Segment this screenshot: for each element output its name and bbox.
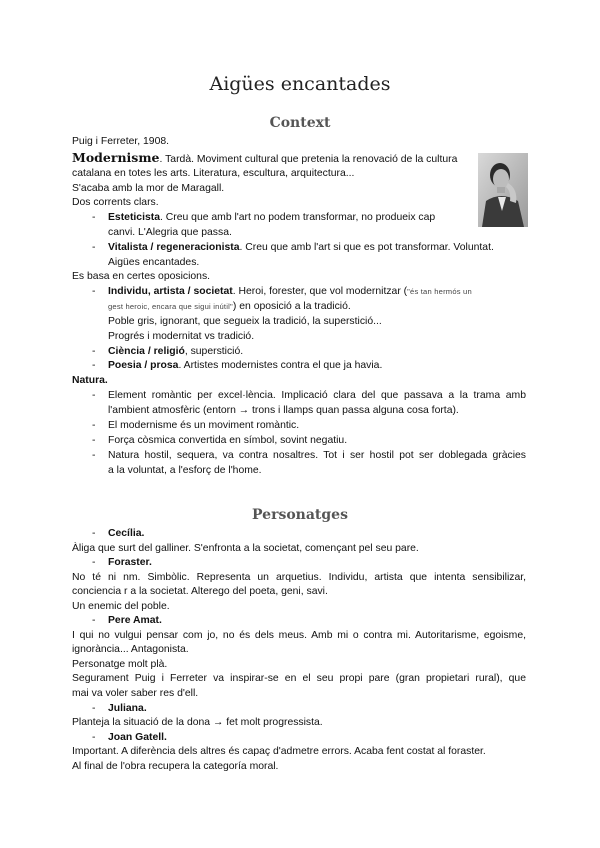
natura-heading: Natura. [72, 375, 108, 386]
pere-desc-4: Segurament Puig i Ferreter va inspirar-se en el seu propi pare (gran propietari rural), que [72, 673, 526, 684]
author-line: Puig i Ferreter, 1908. [72, 136, 170, 147]
bullet-dash: - [92, 615, 96, 626]
ciencia-desc: , superstició. [184, 346, 244, 357]
ciencia-line [108, 345, 243, 359]
pere-desc: I qui no vulgui pensar com jo, no és dels meus. Amb mi o contra mi. Autoritarisme, egoisme, [72, 630, 526, 641]
vitalista-desc-2: Aigües encantades. [108, 257, 200, 268]
ends-line: S'acaba amb la mor de Maragall. [72, 183, 225, 194]
cecilia-name: Cecília [108, 528, 142, 539]
juliana-name: Juliana [108, 703, 144, 714]
bullet-dash: - [92, 242, 96, 253]
natura-item-4-cont: a la voluntat, a l'esforç de l'home. [108, 465, 262, 476]
bullet-dash: - [92, 732, 96, 743]
bullet-dash: - [92, 557, 96, 568]
bullet-dash: - [92, 703, 96, 714]
natura-item-3: Força còsmica convertida en símbol, sovint negatiu. [108, 435, 348, 446]
modernisme-desc-2: catalana en totes les arts. Literatura, escultura, arquitectura... [72, 168, 355, 179]
modernisme-term: Modernisme [72, 150, 160, 165]
individu-line-2 [108, 300, 351, 314]
joan-name: Joan Gatell [108, 732, 165, 743]
bullet-dash: - [92, 286, 96, 297]
bullet-dash: - [92, 360, 96, 371]
natura-term: Natura [72, 375, 105, 386]
vitalista-desc: . Creu que amb l'art si que es pot transformar. Voluntat. [239, 242, 494, 253]
individu-quote: "és tan hermós un [407, 287, 472, 296]
individu-desc-2: ) en oposició a la tradició. [232, 301, 351, 312]
context-heading: Context [269, 115, 331, 131]
esteticista-desc: . Creu que amb l'art no podem transformar, no produeix cap [159, 212, 436, 223]
document-title: Aigües encantades [209, 73, 391, 95]
bullet-dash: - [92, 450, 96, 461]
bullet-dash: - [92, 390, 96, 401]
joan-desc-2: Al final de l'obra recupera la categoría moral. [72, 761, 279, 772]
bullet-dash: - [92, 212, 96, 223]
individu-line [108, 285, 472, 299]
joan-line: Joan Gatell. [108, 732, 167, 743]
poesia-term: Poesia / prosa [108, 360, 179, 371]
modernisme-desc: . Tardà. Moviment cultural que pretenia la renovació de la cultura [159, 154, 458, 165]
natura-item-4: Natura hostil, sequera, va contra nosaltres. Tot i ser hostil pot ser doblegada gràcies [108, 450, 526, 461]
natura-item-1-cont: l'ambient atmosfèric (entorn → trons i llamps quan passa alguna cosa forta). [108, 405, 459, 416]
juliana-line: Juliana. [108, 703, 147, 714]
cecilia-desc: Àliga que surt del galliner. S'enfronta a la societat, començant pel seu pare. [72, 543, 419, 554]
foraster-desc-2: conciencia r a la societat. Alterego del poeta, geni, savi. [72, 586, 328, 597]
joan-desc: Important. A diferència dels altres és capaç d'admetre errors. Acaba fent costat al foraster. [72, 746, 486, 757]
juliana-desc: Planteja la situació de la dona → fet molt progressista. [72, 717, 323, 728]
foraster-line: Foraster. [108, 557, 152, 568]
based-line: Es basa en certes oposicions. [72, 271, 211, 282]
esteticista-term: Esteticista [108, 212, 160, 223]
pere-desc-2: ignorància... Antagonista. [72, 644, 189, 655]
characters-heading: Personatges [252, 507, 348, 523]
pere-name: Pere Amat [108, 615, 160, 626]
foraster-desc-3: Un enemic del poble. [72, 601, 170, 612]
individu-term: Individu, artista / societat [108, 286, 233, 297]
poesia-line [108, 359, 382, 373]
foraster-desc: No té ni nm. Simbòlic. Representa un arquetius. Individu, artista que intenta sensibilizar, [72, 572, 526, 583]
bullet-dash: - [92, 435, 96, 446]
vitalista-term: Vitalista / regeneracionista [108, 242, 240, 253]
natura-item-1: Element romàntic per excel·lència. Implicació clara del que passava a la trama amb [108, 390, 526, 401]
individu-desc-3: Poble gris, ignorant, que segueix la tradició, la superstició... [108, 316, 382, 327]
bullet-dash: - [92, 346, 96, 357]
natura-item-2: El modernisme és un moviment romàntic. [108, 420, 300, 431]
ciencia-term: Ciència / religió [108, 346, 185, 357]
currents-line: Dos corrents clars. [72, 197, 159, 208]
vitalista-line [108, 241, 494, 255]
modernisme-line [72, 151, 457, 167]
pere-desc-5: mai va voler saber res d'ell. [72, 688, 199, 699]
individu-quote-2: gest heroic, encara que sigui inútil" [108, 302, 233, 311]
esteticista-line [108, 211, 435, 225]
pere-desc-3: Personatge molt plà. [72, 659, 168, 670]
individu-desc-4: Progrés i modernitat vs tradició. [108, 331, 255, 342]
poesia-desc: . Artistes modernistes contra el que ja havia. [178, 360, 383, 371]
foraster-name: Foraster [108, 557, 150, 568]
bullet-dash: - [92, 528, 96, 539]
individu-desc: . Heroi, forester, que vol modernitzar ( [232, 286, 408, 297]
author-portrait-image [478, 153, 528, 227]
bullet-dash: - [92, 420, 96, 431]
cecilia-line: Cecília. [108, 528, 145, 539]
pere-line: Pere Amat. [108, 615, 162, 626]
esteticista-desc-2: canvi. L'Alegria que passa. [108, 227, 232, 238]
